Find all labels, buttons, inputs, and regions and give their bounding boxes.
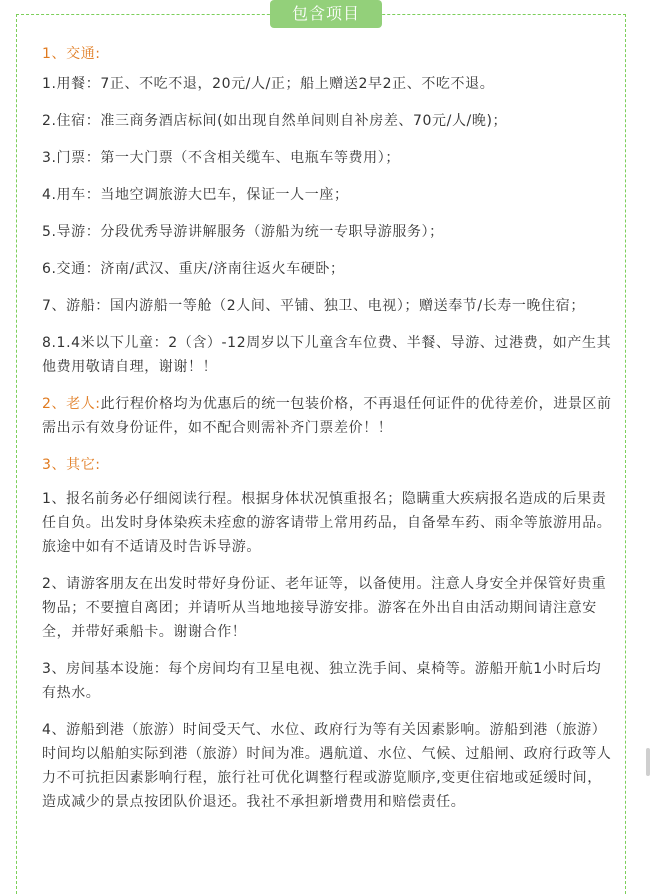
traffic-item-cruise: 7、游船：国内游船一等舱（2人间、平铺、独卫、电视）；赠送奉节/长寿一晚住宿； bbox=[42, 298, 585, 314]
others-item-registration: 1、报名前务必仔细阅读行程。根据身体状况慎重报名；隐瞒重大疾病报名造成的后果责任自负。出发时身体染疾未痊愈的游客请带上常用药品，自备晕车药、雨伞等旅游用品。旅途中如有不适请及时告诉导游。 bbox=[42, 491, 612, 555]
others-item-room-facilities: 3、房间基本设施：每个房间均有卫星电视、独立洗手间、桌椅等。游船开航1小时后均有热水。 bbox=[42, 661, 602, 701]
others-item-documents: 2、请游客朋友在出发时带好身份证、老年证等，以备使用。注意人身安全并保管好贵重物品；不要擅自离团；并请听从当地地接导游安排。游客在外出自由活动期间请注意安全，并带好乘船卡。谢谢合作！ bbox=[42, 576, 607, 640]
others-heading: 3、其它: bbox=[42, 457, 101, 473]
traffic-item-lodging: 2.住宿：准三商务酒店标间(如出现自然单间则自补房差、70元/人/晚)； bbox=[42, 113, 508, 129]
traffic-item-guide: 5.导游：分段优秀导游讲解服务（游船为统一专职导游服务）； bbox=[42, 224, 444, 240]
elderly-text: 此行程价格均为优惠后的统一包装价格，不再退任何证件的优待差价，进景区前需出示有效身份证件，如不配合则需补齐门票差价！！ bbox=[42, 396, 612, 436]
traffic-item-children: 8.1.4米以下儿童：2（含）-12周岁以下儿童含车位费、半餐、导游、过港费，如产生其他费用敬请自理，谢谢！！ bbox=[42, 335, 612, 375]
elderly-paragraph bbox=[42, 392, 614, 440]
traffic-item-transport: 6.交通：济南/武汉、重庆/济南往返火车硬卧； bbox=[42, 261, 345, 277]
traffic-item-vehicle: 4.用车：当地空调旅游大巴车，保证一人一座； bbox=[42, 187, 349, 203]
section-title-tab: 包含项目 bbox=[270, 0, 382, 28]
included-items-content bbox=[42, 42, 614, 814]
traffic-item-meals: 1.用餐：7正、不吃不退，20元/人/正；船上赠送2早2正、不吃不退。 bbox=[42, 76, 495, 92]
elderly-heading: 2、老人: bbox=[42, 396, 101, 412]
traffic-heading: 1、交通: bbox=[42, 46, 101, 62]
others-item-cruise-schedule: 4、游船到港（旅游）时间受天气、水位、政府行为等有关因素影响。游船到港（旅游）时间均以船舶实际到港（旅游）时间为准。遇航道、水位、气候、过船闸、政府行政等人力不可抗拒因素影响行程，旅行社可优化调整行程或游览顺序,变更住宿地或延缓时间，造成减少的景点按团队价退还。我社不承担新增费用和赔偿责任。 bbox=[42, 722, 612, 810]
traffic-item-tickets: 3.门票：第一大门票（不含相关缆车、电瓶车等费用）； bbox=[42, 150, 400, 166]
scrollbar-thumb[interactable] bbox=[646, 748, 650, 776]
